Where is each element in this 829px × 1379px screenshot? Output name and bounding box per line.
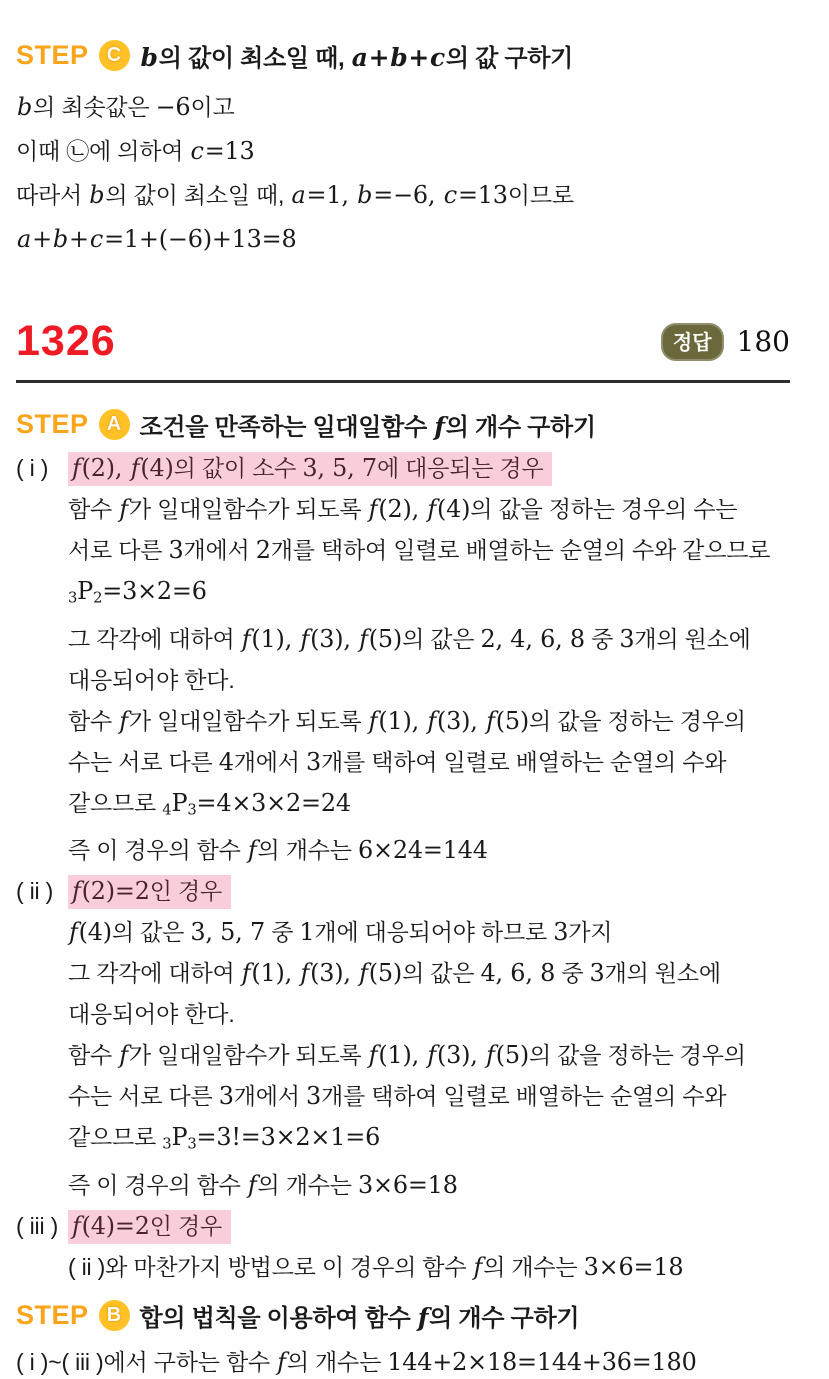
- text-run: 개에서: [183, 537, 256, 563]
- text-run: 가지: [568, 919, 613, 946]
- math-variable: f: [300, 624, 310, 653]
- math-variable: b: [52, 225, 69, 253]
- math-roman: =−6,: [373, 181, 443, 209]
- text-run: 가 일대일함수가 되도록: [128, 496, 368, 522]
- math-roman: (5): [368, 624, 403, 653]
- text-run: 서로 다른: [68, 537, 169, 563]
- text-run: 의 값을 정하는 경우의: [529, 1042, 746, 1069]
- text-run: 개의 원소에: [604, 960, 721, 987]
- text-run: 조건을 만족하는 일대일함수: [139, 414, 434, 441]
- solution-line: [16, 701, 790, 742]
- solution-line: [16, 1035, 790, 1076]
- text-run: 의 값이 소수: [173, 455, 303, 481]
- solution-line: [16, 912, 790, 953]
- math-variable: f: [119, 1041, 128, 1070]
- text-run: 개를 택하여 일렬로 배열하는 순열의 수와 같으므로: [270, 537, 771, 563]
- math-roman: (1),: [378, 1041, 427, 1070]
- text-run: 의 개수는: [286, 1348, 388, 1375]
- step-c-heading: [16, 38, 790, 73]
- text-run: 합의 법칙을 이용하여 함수: [139, 1304, 417, 1332]
- math-variable: a: [17, 225, 32, 253]
- text-run: 대응되어야 한다.: [68, 1001, 235, 1028]
- math-roman: 2: [255, 536, 271, 564]
- text-run: 함수: [68, 707, 119, 734]
- math-variable: f: [359, 959, 368, 988]
- math-roman: (4): [437, 495, 471, 523]
- math-variable: b: [357, 181, 373, 209]
- math-roman: 144+2×18=144+36=180: [387, 1347, 697, 1376]
- math-roman: (3),: [310, 624, 359, 653]
- solution-line: [16, 994, 790, 1035]
- math-roman: =1+(−6)+13=8: [104, 225, 297, 253]
- solution-line: [16, 1117, 790, 1165]
- math-roman: P: [77, 577, 94, 605]
- solution-line: [16, 1339, 790, 1379]
- text-run: 즉 이 경우의 함수: [68, 837, 247, 864]
- step-b-title: [140, 1298, 580, 1333]
- step-b-lines: [16, 1339, 790, 1379]
- highlight: [68, 452, 552, 486]
- math-variable: f: [241, 624, 251, 653]
- math-roman: 3×6=18: [358, 1170, 458, 1199]
- math-variable: f: [368, 1041, 378, 1070]
- step-a-section: [16, 407, 790, 1288]
- text-run: 의 값은: [402, 960, 481, 987]
- solution-line: [16, 1247, 790, 1288]
- text-run: 이때 ㉡에 의하여: [16, 138, 190, 164]
- math-variable: f: [241, 959, 251, 988]
- math-roman: 3: [168, 536, 184, 564]
- highlight: [68, 875, 231, 909]
- math-variable: b: [17, 93, 33, 121]
- math-roman: 1: [299, 918, 315, 947]
- step-b-badge-icon: B: [99, 1300, 130, 1331]
- case-marker: ( iii ): [16, 1212, 59, 1239]
- math-roman: +: [408, 43, 429, 72]
- math-roman: 3, 5, 7: [302, 454, 377, 482]
- math-roman: 3: [218, 1082, 234, 1111]
- math-variable: f: [72, 1211, 81, 1240]
- math-roman: 3×6=18: [583, 1252, 684, 1281]
- math-variable: f: [434, 412, 445, 441]
- solution-line: [16, 173, 790, 217]
- text-run: 의 값은: [402, 625, 481, 652]
- math-roman: (4)=2: [81, 1211, 150, 1240]
- text-run: 이므로: [507, 182, 574, 208]
- text-run: ( i )~( iii )에서 구하는 함수: [16, 1348, 277, 1375]
- solution-line: [16, 85, 790, 129]
- math-variable: f: [486, 1041, 495, 1070]
- math-roman: 3: [305, 747, 321, 776]
- math-variable: f: [247, 1170, 257, 1199]
- text-run: 개에서: [233, 748, 306, 775]
- math-roman: 3: [589, 959, 605, 988]
- highlight: [68, 1210, 231, 1244]
- math-roman: P: [171, 1123, 188, 1152]
- solution-line: [16, 953, 790, 994]
- step-label: STEP: [16, 409, 89, 439]
- text-run: 중: [555, 960, 590, 987]
- solution-line: [16, 129, 790, 173]
- math-roman: +: [368, 43, 390, 72]
- math-roman: (5): [495, 706, 530, 735]
- text-run: 의 개수는: [257, 1171, 358, 1198]
- math-roman: =1,: [306, 181, 357, 209]
- step-label: STEP: [16, 1299, 89, 1330]
- math-variable: f: [427, 495, 437, 523]
- step-b-section: [16, 1298, 790, 1379]
- text-run: 이고: [190, 94, 235, 120]
- step-label: STEP: [16, 40, 89, 70]
- step-c-section: [16, 38, 790, 261]
- math-roman: P: [171, 788, 188, 817]
- math-variable: c: [190, 137, 204, 165]
- math-roman: +: [32, 225, 52, 253]
- text-run: 의 최솟값은: [33, 94, 156, 120]
- math-subscript: 3: [187, 801, 197, 819]
- solution-line: [16, 871, 790, 912]
- solution-line: [16, 783, 790, 831]
- math-variable: c: [89, 225, 104, 253]
- math-roman: (3),: [437, 1041, 486, 1070]
- step-a-lines: [16, 448, 790, 1288]
- math-roman: (5): [368, 959, 403, 988]
- text-run: 가 일대일함수가 되도록: [128, 1042, 368, 1069]
- step-a-title: [140, 407, 596, 442]
- solution-line: [16, 660, 790, 701]
- solution-line: [16, 217, 790, 261]
- text-run: 함수: [68, 1042, 119, 1069]
- step-c-lines: [16, 85, 790, 261]
- text-run: 인 경우: [149, 878, 223, 905]
- text-run: 인 경우: [149, 1212, 223, 1239]
- solution-line: [16, 489, 790, 530]
- math-roman: −6: [155, 93, 191, 121]
- text-run: 의 값이 최소일 때,: [158, 45, 351, 72]
- math-variable: b: [89, 181, 105, 209]
- math-roman: (4): [78, 918, 112, 947]
- solution-line: [16, 830, 790, 871]
- step-b-heading: [16, 1298, 790, 1333]
- math-variable: a: [351, 43, 368, 72]
- math-roman: 4: [218, 747, 234, 776]
- math-subscript: 4: [162, 801, 172, 819]
- text-run: 개를 택하여 일렬로 배열하는 순열의 수와: [320, 1083, 727, 1110]
- math-roman: (3),: [437, 706, 486, 735]
- text-run: ( ii )와 마찬가지 방법으로 이 경우의 함수: [68, 1253, 473, 1280]
- text-run: 수는 서로 다른: [68, 748, 219, 775]
- text-run: 개를 택하여 일렬로 배열하는 순열의 수와: [320, 748, 727, 775]
- text-run: 의 값 구하기: [445, 45, 574, 72]
- math-variable: f: [486, 706, 495, 735]
- problem-number: 1326: [16, 317, 116, 365]
- text-run: 의 개수 구하기: [445, 414, 596, 441]
- case-marker: ( i ): [16, 455, 49, 481]
- math-roman: (1),: [251, 624, 300, 653]
- text-run: 같으므로: [68, 1124, 163, 1151]
- math-variable: f: [72, 454, 81, 482]
- math-subscript: 3: [187, 1135, 197, 1153]
- step-c-badge-icon: C: [99, 40, 130, 71]
- math-roman: =4×3×2=24: [196, 788, 351, 817]
- math-variable: f: [277, 1347, 286, 1376]
- math-roman: =3×2=6: [102, 577, 207, 605]
- math-variable: c: [429, 43, 445, 72]
- text-run: 개의 원소에: [634, 625, 751, 652]
- math-subscript: 2: [93, 589, 103, 607]
- math-roman: 6×24=144: [358, 836, 488, 865]
- text-run: 함수: [68, 496, 119, 522]
- text-run: 의 개수는: [257, 837, 358, 864]
- math-roman: 2, 4, 6, 8: [480, 624, 585, 653]
- solution-line: [16, 1206, 790, 1247]
- text-run: 그 각각에 대하여: [68, 960, 241, 987]
- math-variable: f: [69, 918, 78, 947]
- solution-line: [16, 448, 790, 489]
- text-run: 가 일대일함수가 되도록: [128, 707, 368, 734]
- step-a-badge-icon: A: [99, 409, 130, 440]
- math-subscript: 3: [68, 589, 78, 607]
- text-run: 수는 서로 다른: [68, 1083, 219, 1110]
- math-roman: =3!=3×2×1=6: [196, 1123, 381, 1152]
- math-variable: f: [130, 454, 140, 482]
- math-roman: (4): [140, 454, 174, 482]
- math-roman: 3: [553, 918, 569, 947]
- math-variable: f: [119, 495, 128, 523]
- math-variable: f: [247, 836, 257, 865]
- solution-line: [16, 619, 790, 660]
- answer-badge: 정답: [661, 323, 724, 361]
- math-variable: f: [427, 706, 437, 735]
- text-run: 의 값을 정하는 경우의 수는: [470, 496, 738, 522]
- math-roman: (2),: [81, 454, 130, 482]
- math-roman: (2),: [378, 495, 427, 523]
- text-run: 그 각각에 대하여: [68, 625, 241, 652]
- math-roman: (1),: [378, 706, 427, 735]
- math-subscript: 3: [162, 1135, 172, 1153]
- solution-line: [16, 1165, 790, 1206]
- math-roman: (2)=2: [81, 877, 150, 906]
- math-variable: f: [119, 706, 128, 735]
- case-marker: ( ii ): [16, 878, 54, 905]
- solution-line: [16, 530, 790, 571]
- math-roman: (5): [495, 1041, 530, 1070]
- math-variable: f: [359, 624, 368, 653]
- math-variable: a: [291, 181, 306, 209]
- math-roman: 3, 5, 7: [190, 918, 265, 947]
- text-run: 같으므로: [68, 789, 163, 816]
- answer-group: [661, 323, 790, 361]
- math-variable: b: [390, 43, 408, 72]
- text-run: 의 개수는: [483, 1253, 584, 1280]
- math-variable: b: [140, 43, 158, 72]
- math-variable: c: [443, 181, 457, 209]
- math-roman: 3: [619, 624, 635, 653]
- solution-line: [16, 742, 790, 783]
- text-run: 의 개수 구하기: [429, 1304, 580, 1332]
- math-roman: (3),: [310, 959, 359, 988]
- math-variable: f: [473, 1252, 483, 1281]
- math-variable: f: [427, 1041, 437, 1070]
- math-roman: 3: [305, 1082, 321, 1111]
- text-run: 대응되어야 한다.: [68, 666, 235, 693]
- text-run: 개에 대응되어야 하므로: [314, 919, 554, 946]
- math-variable: f: [300, 959, 310, 988]
- text-run: 따라서: [16, 182, 89, 208]
- math-variable: f: [417, 1302, 429, 1332]
- math-variable: f: [368, 495, 378, 523]
- text-run: 에 대응되는 경우: [376, 455, 544, 481]
- problem-header: [16, 317, 790, 366]
- text-run: 개에서: [233, 1083, 306, 1110]
- math-roman: +: [69, 225, 89, 253]
- math-roman: =13: [204, 137, 255, 165]
- solution-line: [16, 1076, 790, 1117]
- solution-line: [16, 571, 790, 619]
- text-run: 의 값을 정하는 경우의: [529, 707, 746, 734]
- math-variable: f: [368, 706, 378, 735]
- text-run: 의 값은: [111, 919, 191, 946]
- divider-rule: [16, 380, 790, 383]
- text-run: 즉 이 경우의 함수: [68, 1171, 247, 1198]
- math-roman: =13: [457, 181, 508, 209]
- math-roman: 4, 6, 8: [480, 959, 556, 988]
- text-run: 중: [265, 919, 300, 946]
- text-run: 중: [584, 625, 620, 652]
- step-c-title: [140, 38, 574, 73]
- step-a-heading: [16, 407, 790, 442]
- math-roman: (1),: [251, 959, 300, 988]
- math-variable: f: [72, 877, 81, 906]
- answer-value: 180: [736, 325, 790, 358]
- text-run: 의 값이 최소일 때,: [105, 182, 291, 208]
